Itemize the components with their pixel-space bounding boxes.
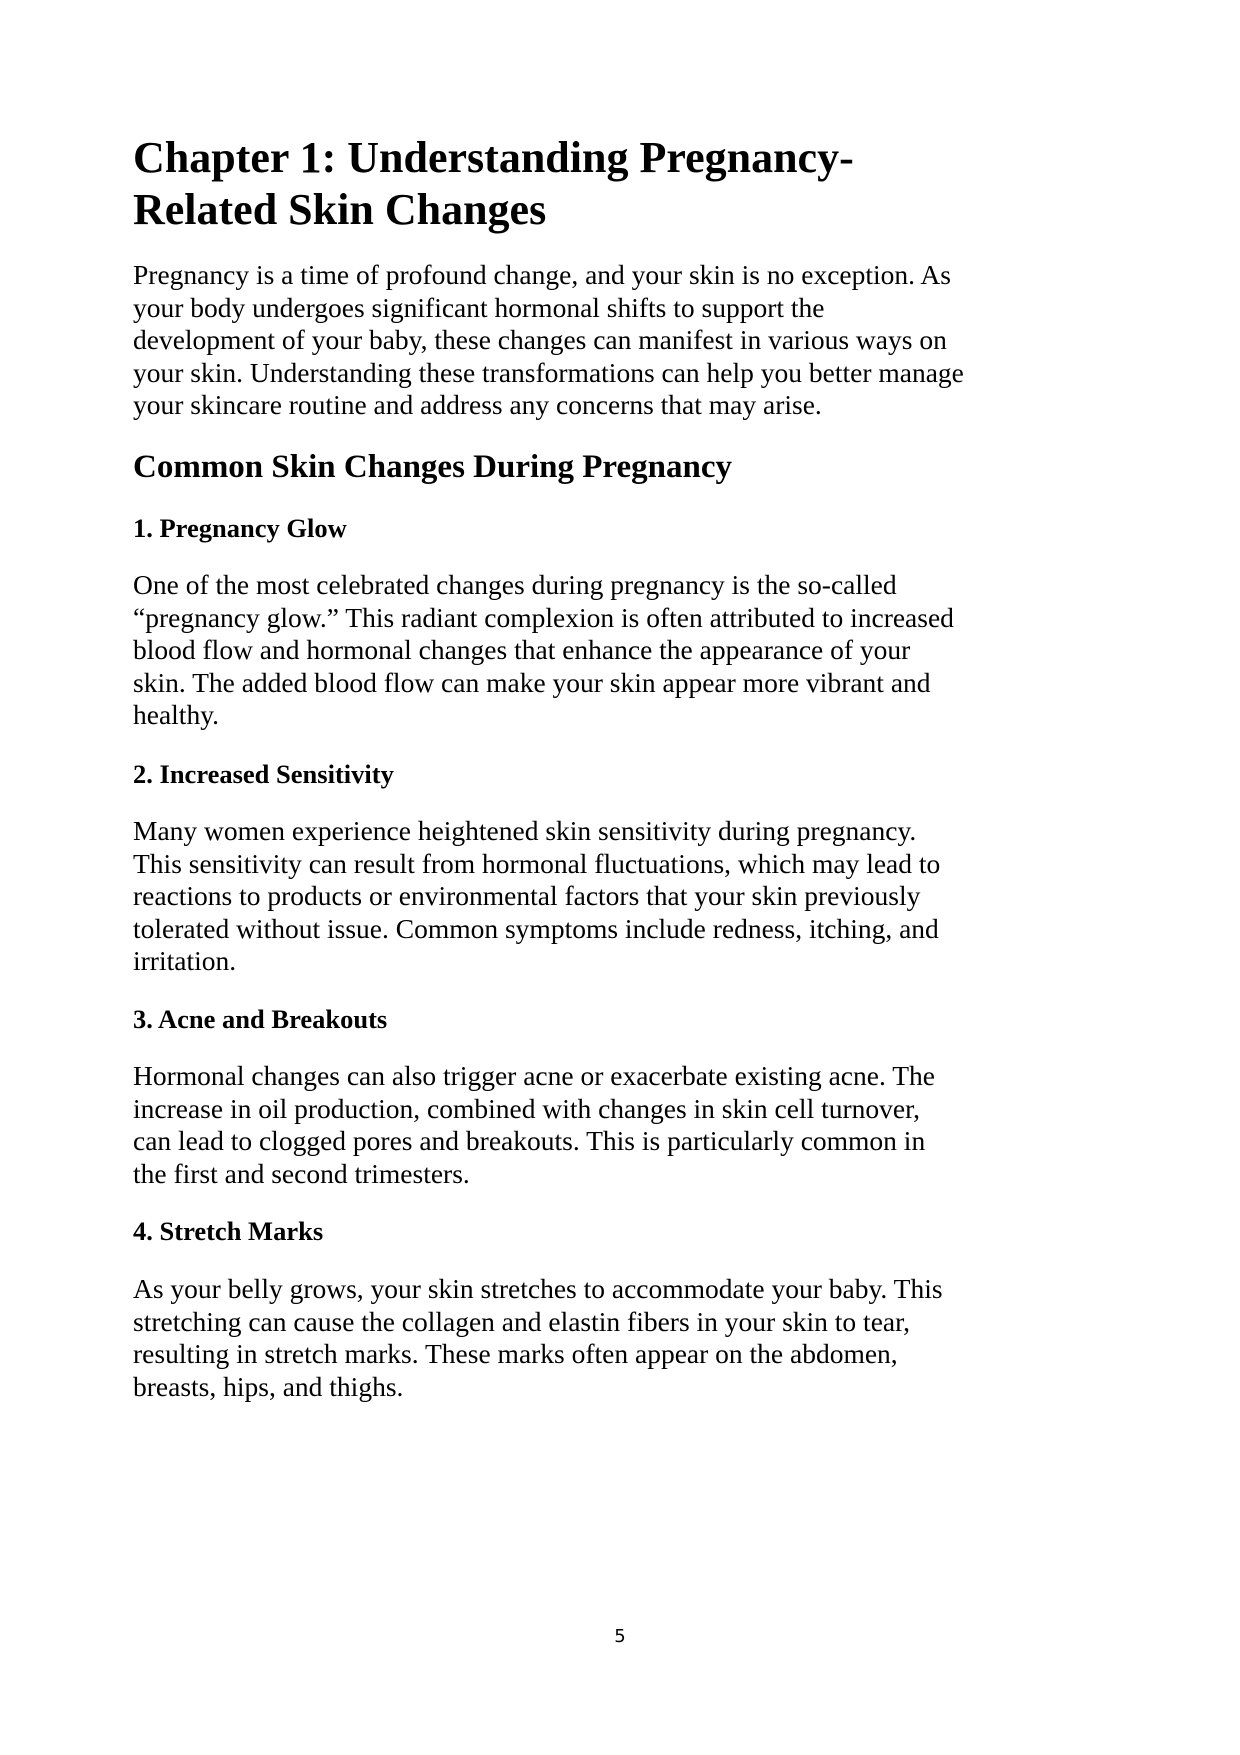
text-line: Pregnancy is a time of profound change, and your skin is no exception. As [133,259,951,290]
text-line: One of the most celebrated changes during pregnancy is the so-called [133,569,897,600]
text-line: your skincare routine and address any concerns that may arise. [133,389,822,420]
subsection-heading: 1. Pregnancy Glow [133,513,347,543]
text-line: your body undergoes significant hormonal shifts to support the [133,291,825,323]
subsection-paragraph [133,1273,943,1403]
text-line: Hormonal changes can also trigger acne or exacerbate existing acne. The [133,1060,935,1091]
text-line: skin. The added blood flow can make your skin appear more vibrant and [133,666,931,698]
text-line: development of your baby, these changes can manifest in various ways on [133,324,947,355]
chapter-title-line: Chapter 1: Understanding Pregnancy- [133,133,854,182]
text-line: tolerated without issue. Common symptoms include redness, itching, and [133,912,939,944]
page-number: 5 [614,1626,626,1647]
section-heading: Common Skin Changes During Pregnancy [133,449,732,485]
text-line: the first and second trimesters. [133,1157,470,1189]
text-line: This sensitivity can result from hormonal fluctuations, which may lead to [133,847,941,879]
text-line: breasts, hips, and thighs. [133,1370,404,1402]
subsection-heading: 4. Stretch Marks [133,1216,324,1246]
text-line: stretching can cause the collagen and elastin fibers in your skin to tear, [133,1305,911,1337]
subsection-paragraph [133,569,954,732]
text-line: Many women experience heightened skin sensitivity during pregnancy. [133,815,917,846]
chapter-title [133,132,854,236]
text-line: irritation. [133,945,237,976]
text-line: blood flow and hormonal changes that enhance the appearance of your [133,634,911,665]
subsection-paragraph [133,1060,935,1190]
subsection-heading: 3. Acne and Breakouts [133,1004,388,1034]
text-line: healthy. [133,699,220,730]
text-line: “pregnancy glow.” This radiant complexion is often attributed to increased [133,601,954,633]
text-line: reactions to products or environmental factors that your skin previously [133,880,921,911]
text-line: can lead to clogged pores and breakouts. This is particularly common in [133,1125,926,1156]
text-line: As your belly grows, your skin stretches to accommodate your baby. This [133,1273,943,1304]
text-line: increase in oil production, combined with changes in skin cell turnover, [133,1092,921,1124]
text-line: resulting in stretch marks. These marks often appear on the abdomen, [133,1338,898,1369]
intro-paragraph [133,259,964,422]
chapter-title-line: Related Skin Changes [133,185,547,234]
subsection-paragraph [133,815,940,978]
subsection-heading: 2. Increased Sensitivity [133,759,394,789]
text-line: your skin. Understanding these transformations can help you better manage [133,356,964,388]
